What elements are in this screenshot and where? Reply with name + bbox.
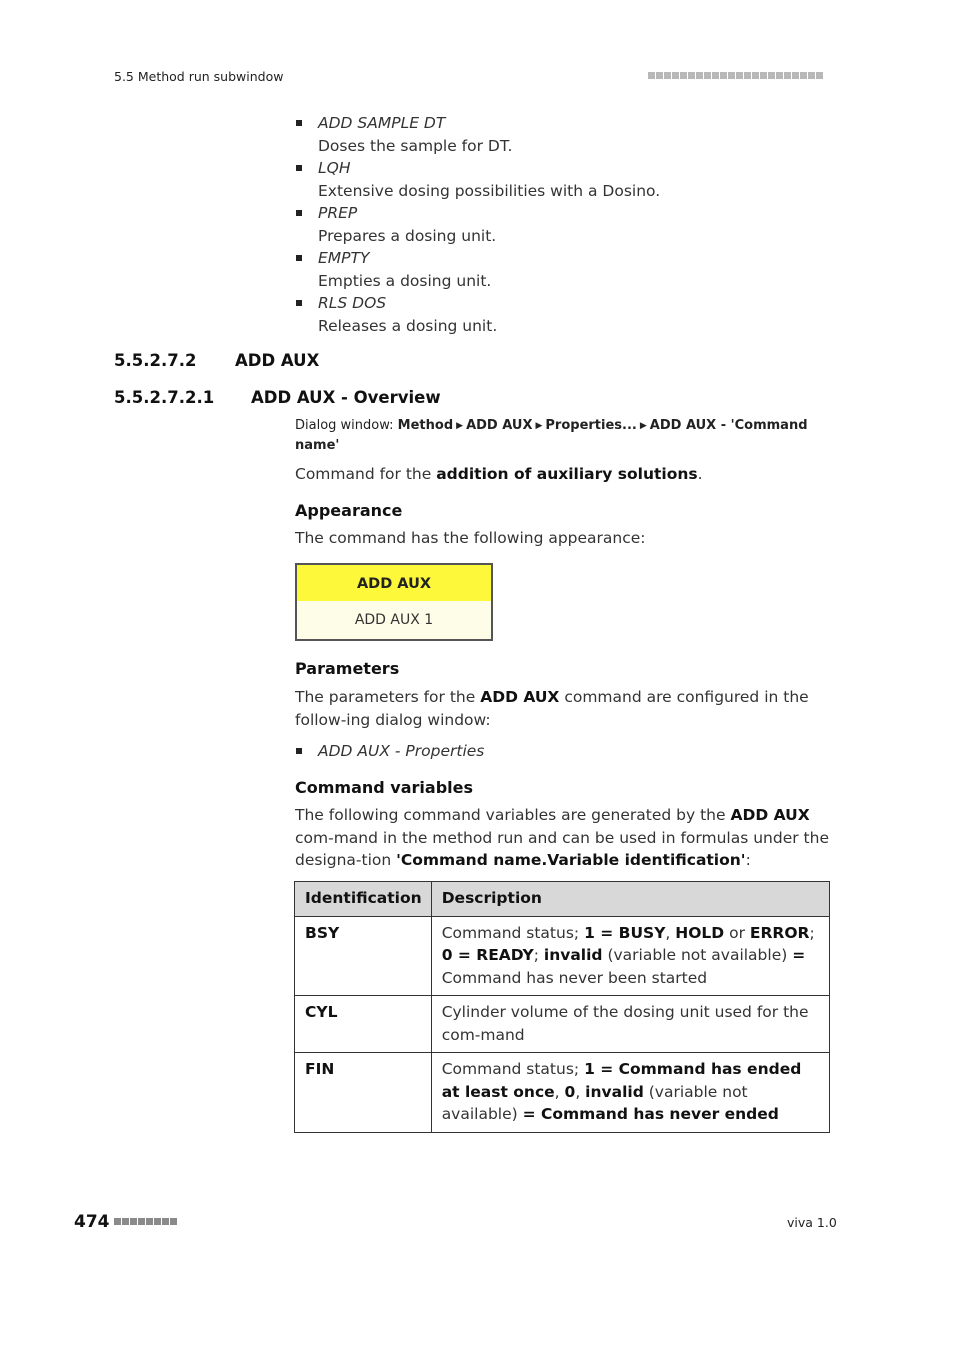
triangle-right-icon: ▶ xyxy=(535,421,543,431)
bullet-icon xyxy=(296,300,302,306)
command-description: Doses the sample for DT. xyxy=(318,136,513,155)
variables-designation: 'Command name.Variable identification' xyxy=(396,851,746,869)
header-decoration xyxy=(648,72,824,91)
dialog-prefix: Dialog window: xyxy=(295,418,394,433)
bullet-icon xyxy=(296,255,302,261)
variables-heading: Command variables xyxy=(295,778,473,797)
appearance-heading: Appearance xyxy=(295,501,403,520)
variables-table xyxy=(294,881,830,1133)
list-item xyxy=(296,157,836,202)
page-number: 474 xyxy=(74,1212,110,1232)
command-name: PREP xyxy=(318,204,358,222)
table-row xyxy=(295,1053,830,1133)
column-header: Description xyxy=(431,882,829,917)
dialog-path xyxy=(295,416,825,455)
variable-description: Command status; 1 = BUSY, HOLD or ERROR; 0 = READY; invalid (variable not available) = Command has never been started xyxy=(431,916,829,996)
list-item xyxy=(296,247,836,292)
section-heading xyxy=(114,351,319,370)
product-name: viva 1.0 xyxy=(787,1215,837,1230)
list-item xyxy=(296,740,836,763)
dialog-path-item: ADD AUX - 'Command name' xyxy=(295,418,808,453)
section-title: ADD AUX xyxy=(235,351,320,370)
parameters-list xyxy=(296,740,836,763)
variable-description: Command status; 1 = Command has ended at least once, 0, invalid (variable not available) = Command has never ended xyxy=(431,1053,829,1133)
command-name: RLS DOS xyxy=(318,294,387,312)
bullet-icon xyxy=(296,210,302,216)
subsection-number: 5.5.2.7.2.1 xyxy=(114,388,215,407)
command-name: LQH xyxy=(318,159,351,177)
appearance-text: The command has the following appearance: xyxy=(295,529,646,547)
command-bullet-list xyxy=(296,112,836,337)
variables-text-b: com-mand in the method run and can be used in formulas under the designa-tion xyxy=(295,828,829,869)
variables-text-c: : xyxy=(745,851,751,869)
parameters-text-b: command are configured in the follow-ing dialog window: xyxy=(295,688,809,729)
list-item xyxy=(296,202,836,247)
command-description: Extensive dosing possibilities with a Dosino. xyxy=(318,181,661,200)
dialog-name: ADD AUX - Properties xyxy=(318,742,485,760)
triangle-right-icon: ▶ xyxy=(456,421,464,431)
parameters-text xyxy=(295,686,835,731)
table-header-row xyxy=(295,882,830,917)
intro-paragraph xyxy=(295,463,835,486)
variable-id: CYL xyxy=(295,996,432,1053)
dialog-path-item: Method xyxy=(397,418,454,433)
command-description: Empties a dosing unit. xyxy=(318,271,492,290)
parameters-text-a: The parameters for the xyxy=(295,688,481,706)
footer-decoration xyxy=(114,1218,178,1237)
variables-text xyxy=(295,804,835,872)
command-name: EMPTY xyxy=(318,249,370,267)
bullet-icon xyxy=(296,165,302,171)
parameters-cmd: ADD AUX xyxy=(480,688,560,706)
variable-description: Cylinder volume of the dosing unit used for the com-mand xyxy=(431,996,829,1053)
command-description: Prepares a dosing unit. xyxy=(318,226,497,245)
command-name: ADD SAMPLE DT xyxy=(318,114,446,132)
column-header: Identification xyxy=(295,882,432,917)
triangle-right-icon: ▶ xyxy=(639,421,647,431)
command-box-label: ADD AUX 1 xyxy=(354,612,434,628)
list-item xyxy=(296,112,836,157)
table-row xyxy=(295,916,830,996)
variables-text-a: The following command variables are generated by the xyxy=(295,806,731,824)
variable-id: BSY xyxy=(295,916,432,996)
dialog-path-item: Properties... xyxy=(545,418,637,433)
bullet-icon xyxy=(296,120,302,126)
parameters-heading: Parameters xyxy=(295,659,400,678)
command-box-title: ADD AUX xyxy=(297,565,491,601)
table-row xyxy=(295,996,830,1053)
command-appearance-box xyxy=(295,563,493,641)
variable-id: FIN xyxy=(295,1053,432,1133)
variables-cmd: ADD AUX xyxy=(730,806,810,824)
section-number: 5.5.2.7.2 xyxy=(114,351,197,370)
dialog-path-item: ADD AUX xyxy=(466,418,533,433)
intro-bold: addition of auxiliary solutions xyxy=(436,465,698,483)
subsection-heading xyxy=(114,388,441,407)
running-header: 5.5 Method run subwindow xyxy=(114,69,284,84)
command-description: Releases a dosing unit. xyxy=(318,316,498,335)
intro-text: Command for the xyxy=(295,465,437,483)
bullet-icon xyxy=(296,748,302,754)
intro-end: . xyxy=(697,465,703,483)
list-item xyxy=(296,292,836,337)
subsection-title: ADD AUX - Overview xyxy=(251,388,441,407)
